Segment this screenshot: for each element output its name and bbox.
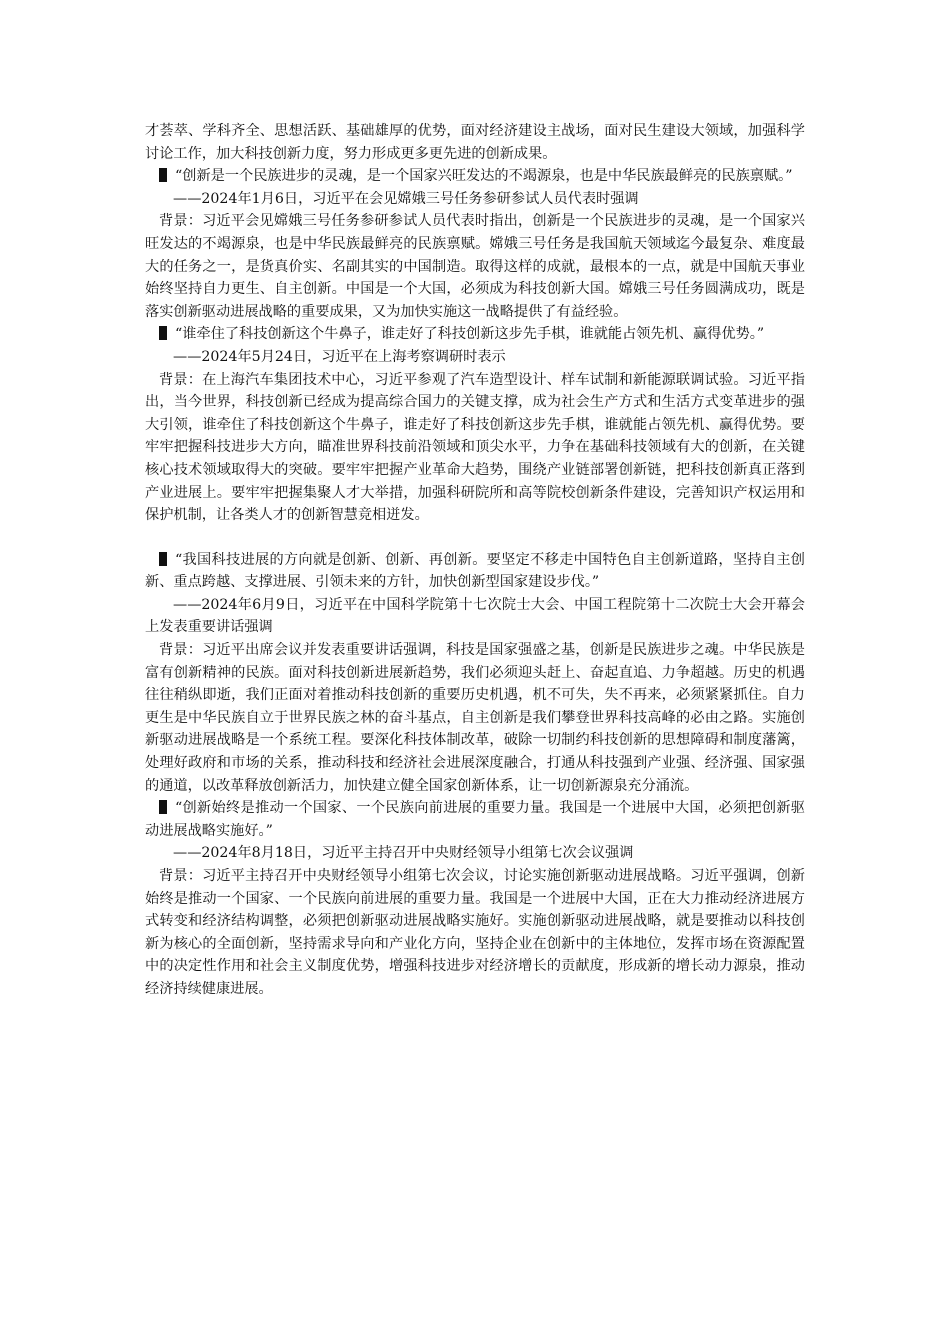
background-paragraph: 背景：习近平主持召开中央财经领导小组第七次会议，讨论实施创新驱动进展战略。习近平强调，创新始终是推动一个国家、一个民族向前进展的重要力量。我国是一个进展中大国，正在大力推动经济进展方式转变和经济结构调整，必须把创新驱动进展战略实施好。实施创新驱动进展战略，就是要推动以科技创新为核心的全面创新，坚持需求导向和产业化方向，坚持企业在创新中的主体地位，发挥市场在资源配置中的决定性作用和社会主义制度优势，增强科技进步对经济增长的贡献度，形成新的增长动力源泉，推动经济持续健康进展。: [145, 868, 805, 997]
quote-text: “谁牵住了科技创新这个牛鼻子，谁走好了科技创新这步先手棋，谁就能占领先机、赢得优势。”: [175, 326, 765, 343]
quote-text: “创新是一个民族进步的灵魂，是一个国家兴旺发达的不竭源泉，也是中华民族最鲜亮的民族禀赋。”: [175, 168, 793, 185]
quote-section: [145, 323, 805, 526]
background-paragraph: 背景：在上海汽车集团技术中心，习近平参观了汽车造型设计、样车试制和新能源联调试验。习近平指出，当今世界，科技创新已经成为提高综合国力的关键支撑，成为社会生产方式和生活方式变革进步的强大引领，谁牵住了科技创新这个牛鼻子，谁走好了科技创新这步先手棋，谁就能占领先机、赢得优势。要牢牢把握科技进步大方向，瞄准世界科技前沿领域和顶尖水平，力争在基础科技领域有大的创新，在关键核心技术领域取得大的突破。要牢牢把握产业革命大趋势，围绕产业链部署创新链，把科技创新真正落到产业进展上。要牢牢把握集聚人才大举措，加强科研院所和高等院校创新条件建设，完善知识产权运用和保护机制，让各类人才的创新智慧竞相迸发。: [145, 371, 805, 524]
intro-paragraph: 才荟萃、学科齐全、思想活跃、基础雄厚的优势，面对经济建设主战场，面对民生建设大领域，加强科学讨论工作，加大科技创新力度，努力形成更多更先进的创新成果。: [145, 123, 805, 162]
quote: [145, 165, 805, 188]
quote-text: “我国科技进展的方向就是创新、创新、再创新。要坚定不移走中国特色自主创新道路，坚持自主创新、重点跨越、支撑进展、引领未来的方针，加快创新型国家建设步伐。”: [145, 551, 805, 591]
quote: [145, 797, 805, 842]
quote-text: “创新始终是推动一个国家、一个民族向前进展的重要力量。我国是一个进展中大国，必须把创新驱动进展战略实施好。”: [145, 800, 805, 839]
quote-source: ——2024年8月18日，习近平主持召开中央财经领导小组第七次会议强调: [173, 845, 634, 862]
bullet-mark-icon: [159, 552, 167, 566]
quote-section: [145, 165, 805, 323]
quote-section: [145, 549, 805, 798]
quote-section: [145, 797, 805, 1000]
bullet-mark-icon: [159, 168, 167, 182]
quote-source: ——2024年5月24日，习近平在上海考察调研时表示: [173, 348, 506, 365]
background-paragraph: 背景：习近平会见嫦娥三号任务参研参试人员代表时指出，创新是一个民族进步的灵魂，是一个国家兴旺发达的不竭源泉，也是中华民族最鲜亮的民族禀赋。嫦娥三号任务是我国航天领域迄今最复杂、难度最大的任务之一，是货真价实、名副其实的中国制造。取得这样的成就，最根本的一点，就是中国航天事业始终坚持自力更生、自主创新。中国是一个大国，必须成为科技创新大国。嫦娥三号任务圆满成功，既是落实创新驱动进展战略的重要成果，又为加快实施这一战略提供了有益经验。: [145, 213, 805, 320]
quote: [145, 549, 805, 594]
document-page: [145, 120, 805, 1001]
bullet-mark-icon: [159, 800, 167, 814]
quote-source: ——2024年1月6日，习近平在会见嫦娥三号任务参研参试人员代表时强调: [173, 190, 639, 207]
quote: [145, 323, 805, 346]
quote-source: ——2024年6月9日，习近平在中国科学院第十七次院士大会、中国工程院第十二次院士大会开幕会上发表重要讲话强调: [145, 596, 805, 636]
bullet-mark-icon: [159, 326, 167, 340]
blank-line: [145, 527, 805, 549]
background-paragraph: 背景：习近平出席会议并发表重要讲话强调，科技是国家强盛之基，创新是民族进步之魂。中华民族是富有创新精神的民族。面对科技创新进展新趋势，我们必须迎头赶上、奋起直追、力争超越。历史的机遇往往稍纵即逝，我们正面对着推动科技创新的重要历史机遇，机不可失，失不再来，必须紧紧抓住。自力更生是中华民族自立于世界民族之林的奋斗基点，自主创新是我们攀登世界科技高峰的必由之路。实施创新驱动进展战略是一个系统工程。要深化科技体制改革，破除一切制约科技创新的思想障碍和制度藩篱，处理好政府和市场的关系，推动科技和经济社会进展深度融合，打通从科技强到产业强、经济强、国家强的通道，以改革释放创新活力，加快建立健全国家创新体系，让一切创新源泉充分涌流。: [145, 642, 805, 794]
